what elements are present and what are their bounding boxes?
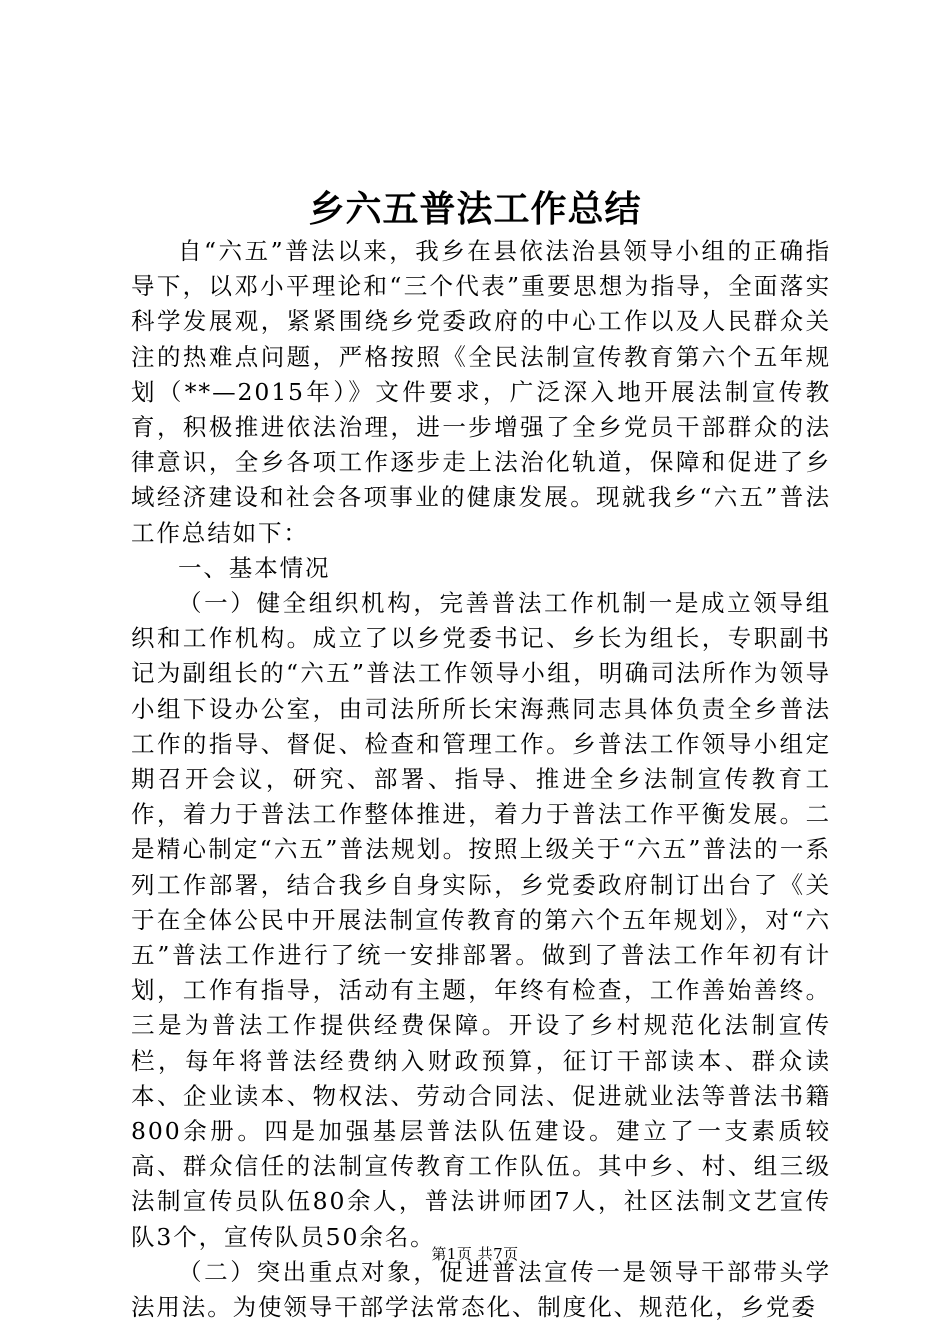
subsection-key-targets-paragraph: （二）突出重点对象，促进普法宣传一是领导干部带头学法用法。为使领导干部学法常态化、制度化、规范化，乡党委 (131, 1257, 831, 1322)
intro-paragraph: 自“六五”普法以来，我乡在县依法治县领导小组的正确指导下，以邓小平理论和“三个代表”重要思想为指导，全面落实科学发展观，紧紧围绕乡党委政府的中心工作以及人民群众关注的热难点问题，严格按照《全民法制宣传教育第六个五年规划（**—2015年）》文件要求，广泛深入地开展法制宣传教育，积极推进依法治理，进一步增强了全乡党员干部群众的法律意识，全乡各项工作逐步走上法治化轨道，保障和促进了乡域经济建设和社会各项事业的健康发展。现就我乡“六五”普法工作总结如下： (131, 237, 831, 547)
document-title: 乡六五普法工作总结 (308, 188, 642, 230)
subsection-organization-paragraph: （一）健全组织机构，完善普法工作机制一是成立领导组织和工作机构。成立了以乡党委书记、乡长为组长，专职副书记为副组长的“六五”普法工作领导小组，明确司法所作为领导小组下设办公室，由司法所所长宋海燕同志具体负责全乡普法工作的指导、督促、检查和管理工作。乡普法工作领导小组定期召开会议，研究、部署、指导、推进全乡法制宣传教育工作，着力于普法工作整体推进，着力于普法工作平衡发展。二是精心制定“六五”普法规划。按照上级关于“六五”普法的一系列工作部署，结合我乡自身实际，乡党委政府制订出台了《关于在全体公民中开展法制宣传教育的第六个五年规划》，对“六五”普法工作进行了统一安排部署。做到了普法工作年初有计划，工作有指导，活动有主题，年终有检查，工作善始善终。三是为普法工作提供经费保障。开设了乡村规范化法制宣传栏，每年将普法经费纳入财政预算，征订干部读本、群众读本、企业读本、物权法、劳动合同法、促进就业法等普法书籍800余册。四是加强基层普法队伍建设。建立了一支素质较高、群众信任的法制宣传教育工作队伍。其中乡、村、组三级法制宣传员队伍80余人，普法讲师团7人，社区法制文艺宣传队3个，宣传队员50余名。 (131, 589, 831, 1251)
document-body (131, 234, 831, 1325)
page-footer: 第1页 共7页 (431, 1245, 519, 1263)
section-heading-basic-situation: 一、基本情况 (178, 553, 331, 582)
